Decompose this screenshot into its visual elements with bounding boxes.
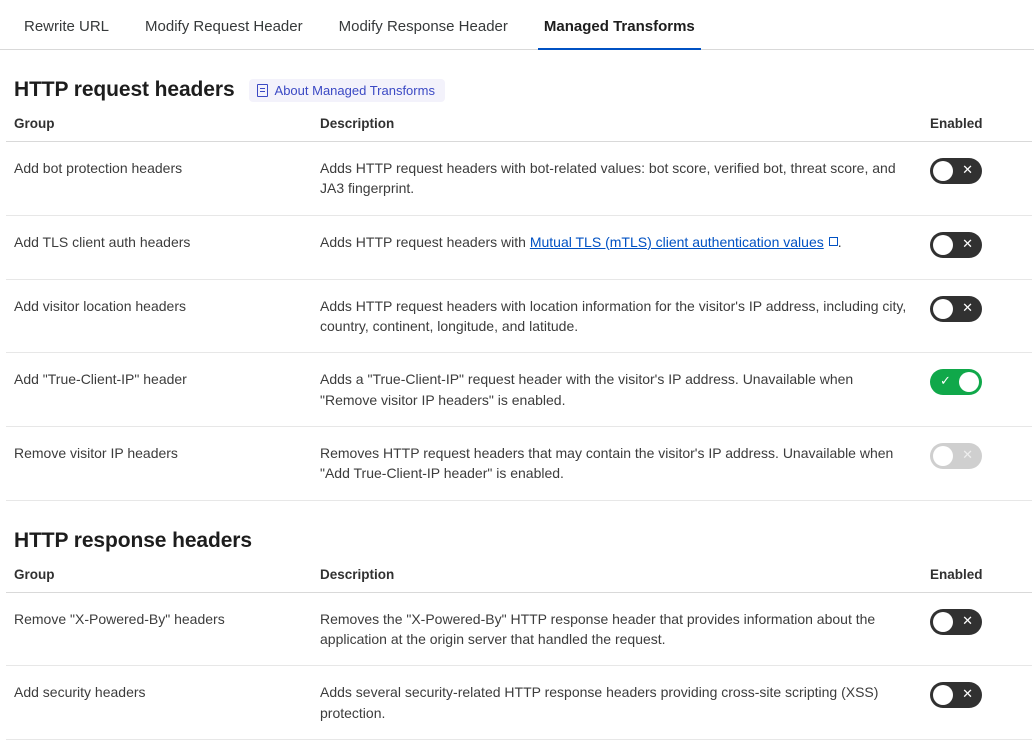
row-description-text-after: . [837, 233, 842, 250]
row-description [312, 215, 922, 279]
toggle-mark-icon: ✕ [962, 236, 973, 252]
response-section-header [14, 529, 1028, 553]
table-row [6, 427, 1032, 501]
http-request-headers-section [0, 78, 1034, 501]
external-link-icon [829, 237, 838, 246]
toggle-mark-icon: ✕ [962, 300, 973, 316]
request-headers-table [6, 116, 1032, 501]
toggle-knob [933, 235, 953, 255]
column-header-enabled: Enabled [922, 116, 1032, 142]
column-header-group: Group [6, 116, 312, 142]
toggle-mark-icon: ✓ [940, 374, 951, 390]
request-section-header [14, 78, 1028, 102]
row-description: Adds HTTP request headers with location information for the visitor's IP address, including city, country, continent, longitude, and latitude. [312, 279, 922, 353]
toggle-knob [933, 612, 953, 632]
row-group-label: Remove visitor IP headers [6, 427, 312, 501]
row-description: Adds a "True-Client-IP" request header with the visitor's IP address. Unavailable when "Remove visitor IP headers" is enabled. [312, 353, 922, 427]
toggle-add-visitor-location-headers[interactable] [930, 296, 982, 322]
toggle-knob [933, 299, 953, 319]
table-row [6, 666, 1032, 740]
row-enabled-cell [922, 142, 1032, 216]
row-enabled-cell [922, 279, 1032, 353]
http-response-headers-section [0, 529, 1034, 740]
tab-bar [0, 0, 1034, 50]
row-group-label: Add bot protection headers [6, 142, 312, 216]
table-row [6, 279, 1032, 353]
row-group-label: Remove "X-Powered-By" headers [6, 592, 312, 666]
about-label: About Managed Transforms [274, 82, 435, 98]
tab-rewrite-url[interactable]: Rewrite URL [24, 18, 110, 35]
mutual-tls-link[interactable]: Mutual TLS (mTLS) client authentication values [529, 233, 824, 250]
toggle-knob [933, 446, 953, 466]
toggle-knob [933, 685, 953, 705]
toggle-mark-icon: ✕ [962, 163, 973, 178]
column-header-enabled: Enabled [922, 567, 1032, 593]
toggle-add-security-headers[interactable] [930, 682, 982, 708]
row-group-label: Add security headers [6, 666, 312, 740]
doc-icon [257, 84, 268, 97]
toggle-mark-icon: ✕ [962, 613, 973, 629]
row-enabled-cell [922, 353, 1032, 427]
row-description: Adds several security-related HTTP response headers providing cross-site scripting (XSS) protection. [312, 666, 922, 740]
toggle-knob [959, 372, 979, 392]
table-header-row [6, 567, 1032, 593]
tab-managed-transforms[interactable]: Managed Transforms [526, 19, 713, 49]
table-row [6, 142, 1032, 216]
row-enabled-cell [922, 666, 1032, 740]
table-row [6, 592, 1032, 666]
table-header-row [6, 116, 1032, 142]
toggle-add-bot-protection-headers[interactable] [930, 158, 982, 184]
row-group-label: Add "True-Client-IP" header [6, 353, 312, 427]
column-header-description: Description [312, 116, 922, 142]
tab-modify-response-header[interactable]: Modify Response Header [338, 18, 508, 35]
column-header-description: Description [312, 567, 922, 593]
toggle-knob [933, 161, 953, 181]
toggle-remove-visitor-ip-headers [930, 443, 982, 469]
row-description: Adds HTTP request headers with bot-related values: bot score, verified bot, threat score, and JA3 fingerprint. [312, 142, 922, 216]
tab-modify-request-header[interactable]: Modify Request Header [145, 18, 303, 35]
row-description: Removes the "X-Powered-By" HTTP response header that provides information about the application at the origin server that handled the request. [312, 592, 922, 666]
row-description: Removes HTTP request headers that may contain the visitor's IP address. Unavailable when "Add True-Client-IP header" is enabled. [312, 427, 922, 501]
row-group-label: Add TLS client auth headers [6, 215, 312, 279]
response-headers-table [6, 567, 1032, 740]
page-title: HTTP request headers [14, 78, 235, 101]
row-description-text-before: Adds HTTP request headers with [320, 233, 530, 250]
toggle-mark-icon: ✕ [962, 448, 973, 464]
toggle-mark-icon: ✕ [962, 687, 973, 703]
row-enabled-cell [922, 592, 1032, 666]
row-enabled-cell [922, 427, 1032, 501]
row-group-label: Add visitor location headers [6, 279, 312, 353]
column-header-group: Group [6, 567, 312, 593]
toggle-add-tls-client-auth-headers[interactable] [930, 232, 982, 258]
response-section-title: HTTP response headers [14, 528, 252, 552]
table-row [6, 353, 1032, 427]
row-enabled-cell [922, 215, 1032, 279]
about-managed-transforms-link[interactable] [249, 79, 445, 102]
toggle-remove-x-powered-by-headers[interactable] [930, 609, 982, 635]
table-row [6, 215, 1032, 279]
toggle-add-true-client-ip-header[interactable] [930, 369, 982, 395]
